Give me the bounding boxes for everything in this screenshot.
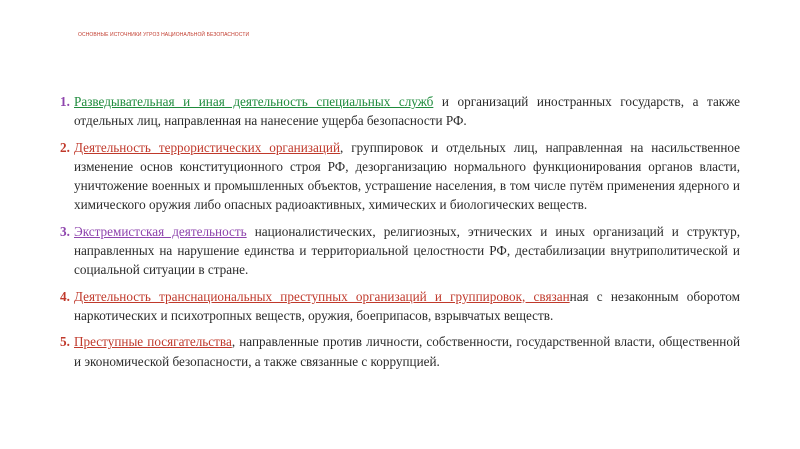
item-body: националистических, религиозных, этнических и иных организаций и структур, направленных на нарушение единства и территориальной целостности РФ, дестабилизации внутриполитической и социальной ситуации в стране. bbox=[74, 223, 740, 278]
item-number: 2. bbox=[60, 139, 70, 155]
item-number: 3. bbox=[60, 223, 70, 239]
list-item bbox=[60, 332, 740, 371]
threat-sources-list bbox=[60, 92, 740, 378]
slide-title: ОСНОВНЫЕ ИСТОЧНИКИ УГРОЗ НАЦИОНАЛЬНОЙ БЕЗОПАСНОСТИ bbox=[78, 32, 250, 38]
list-item bbox=[60, 287, 740, 326]
item-number: 1. bbox=[60, 94, 70, 109]
item-number: 4. bbox=[60, 288, 70, 304]
item-body: и организаций иностранных государств, а также отдельных лиц, направленная на нанесение ущерба безопасности РФ. bbox=[74, 94, 740, 129]
item-highlight: Деятельность террористических организаций bbox=[74, 139, 341, 155]
item-highlight: Разведывательная и иная деятельность специальных служб bbox=[74, 94, 434, 109]
item-body: , группировок и отдельных лиц, направленная на насильственное изменение основ конституционного строя РФ, дезорганизацию нормального функционирования органов власти, уничтожение военных и промышленных объектов, устрашение населения, в том числе путём применения ядерного и химического оружия либо опасных радиоактивных, химических и биологических веществ. bbox=[74, 139, 740, 213]
item-text bbox=[74, 222, 740, 280]
list-item bbox=[60, 222, 740, 280]
item-text bbox=[74, 287, 740, 326]
item-body: , направленные против личности, собственности, государственной власти, общественной и экономической безопасности, а также связанные с коррупцией. bbox=[74, 334, 740, 369]
list-item bbox=[60, 138, 740, 215]
list-item bbox=[60, 92, 740, 131]
item-highlight: Экстремистская деятельность bbox=[74, 223, 247, 239]
item-highlight: Деятельность транснациональных преступных организаций и группировок, связан bbox=[74, 288, 570, 304]
item-text bbox=[74, 138, 740, 215]
item-body: ная с незаконным оборотом наркотических и психотропных веществ, оружия, боеприпасов, взрывчатых веществ. bbox=[74, 288, 740, 323]
item-text bbox=[74, 332, 740, 371]
item-text bbox=[74, 92, 740, 131]
item-highlight: Преступные посягательства bbox=[74, 334, 232, 350]
item-number: 5. bbox=[60, 334, 70, 350]
